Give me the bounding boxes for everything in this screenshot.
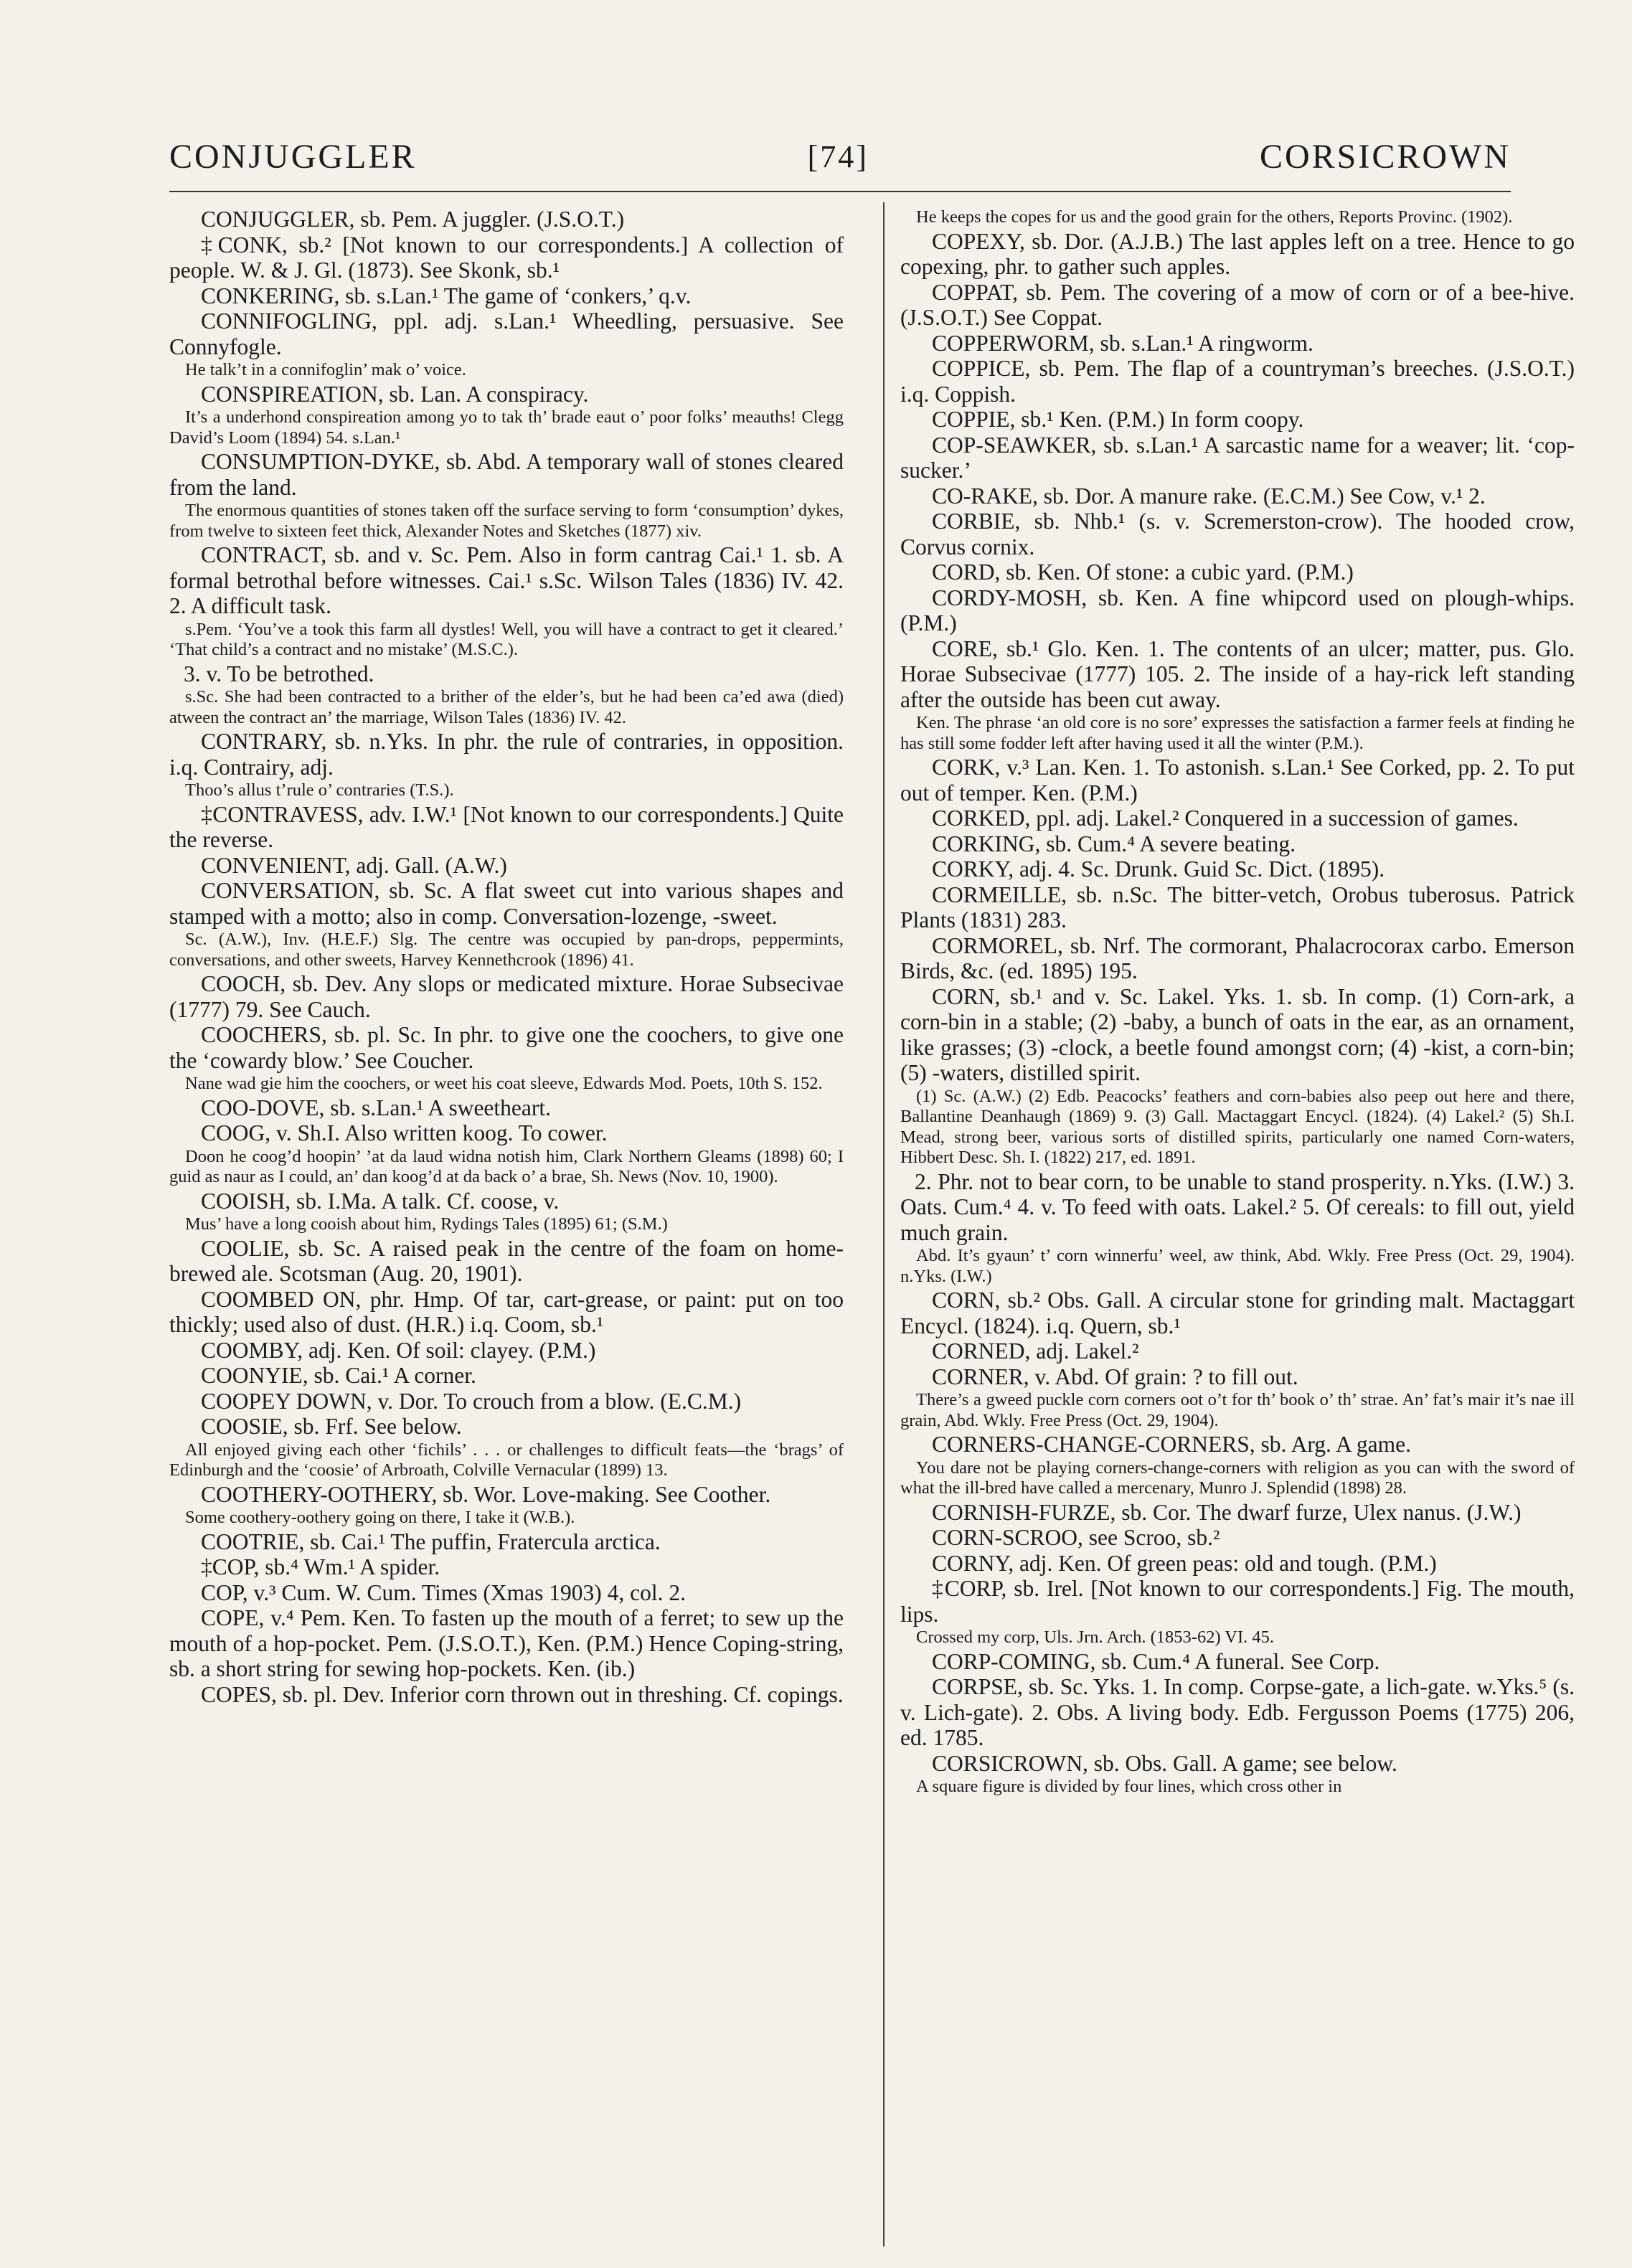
running-header [169,128,1511,185]
dictionary-entry: CORBIE, sb. Nhb.¹ (s. v. Scremerston-crow). The hooded crow, Corvus cornix. [900,509,1575,559]
dictionary-entry: CONKERING, sb. s.Lan.¹ The game of ‘conkers,’ q.v. [201,283,692,308]
quotation: Ken. The phrase ‘an old core is no sore’ expresses the satisfaction a farmer feels at finding he has still some fodder left after having used it all the winter (P.M.). [900,713,1575,753]
dictionary-entry: COO-DOVE, sb. s.Lan.¹ A sweetheart. [201,1095,551,1120]
dictionary-entry: COOTRIE, sb. Cai.¹ The puffin, Fratercula arctica. [201,1528,661,1554]
dictionary-entry: COOSIE, sb. Frf. See below. [201,1414,462,1439]
left-column [169,207,844,2244]
dictionary-entry: COPPIE, sb.¹ Ken. (P.M.) In form coopy. [932,407,1304,432]
dictionary-entry: ‡CONK, sb.² [Not known to our correspondents.] A collection of people. W. & J. Gl. (1873). See Skonk, sb.¹ [169,232,844,283]
dictionary-entry: ‡CONTRAVESS, adv. I.W.¹ [Not known to our correspondents.] Quite the reverse. [169,801,844,852]
dictionary-entry: 2. Phr. not to bear corn, to be unable to stand prosperity. n.Yks. (I.W.) 3. Oats. Cum.⁴ 4. v. To feed with oats. Lakel.² 5. Of cereals: to fill out, yield much grain. [900,1168,1575,1245]
dictionary-entry: CORP-COMING, sb. Cum.⁴ A funeral. See Corp. [932,1648,1380,1674]
quotation: Mus’ have a long cooish about him, Rydings Tales (1895) 61; (S.M.) [185,1214,668,1234]
dictionary-entry: CORD, sb. Ken. Of stone: a cubic yard. (P.M.) [932,559,1354,585]
quotation: Thoo’s allus t’rule o’ contraries (T.S.). [185,780,454,800]
dictionary-entry: CORKED, ppl. adj. Lakel.² Conquered in a succession of games. [932,805,1519,831]
dictionary-entry: CONNIFOGLING, ppl. adj. s.Lan.¹ Wheedling, persuasive. See Connyfogle. [169,308,844,359]
dictionary-entry: COPE, v.⁴ Pem. Ken. To fasten up the mouth of a ferret; to sew up the mouth of a hop-pocket. Pem. (J.S.O.T.), Ken. (P.M.) Hence Coping-string, sb. a short string for sewing hop-pockets. Ken. (ib.) [169,1605,844,1681]
dictionary-entry: ‡COP, sb.⁴ Wm.¹ A spider. [201,1554,440,1579]
dictionary-entry: COP, v.³ Cum. W. Cum. Times (Xmas 1903) 4, col. 2. [201,1579,686,1605]
dictionary-entry: CORSICROWN, sb. Obs. Gall. A game; see below. [932,1750,1397,1776]
dictionary-entry: CORMEILLE, sb. n.Sc. The bitter-vetch, Orobus tuberosus. Patrick Plants (1831) 283. [900,882,1575,932]
quotation: He keeps the copes for us and the good grain for the others, Reports Provinc. (1902). [916,207,1513,227]
dictionary-entry: CORDY-MOSH, sb. Ken. A fine whipcord used on plough-whips. (P.M.) [900,585,1575,635]
quotation: s.Sc. She had been contracted to a brither of the elder’s, but he had been ca’ed awa (died) atween the contract an’ the marriage, Wilson Tales (1836) IV. 42. [169,687,844,727]
quotation: It’s a underhond conspireation among yo to tak th’ brade eaut o’ poor folks’ meauths! Clegg David’s Loom (1894) 54. s.Lan.¹ [169,407,844,448]
header-right-word: CORSICROWN [1259,137,1511,176]
dictionary-entry: ‡CORP, sb. Irel. [Not known to our correspondents.] Fig. The mouth, lips. [900,1576,1575,1627]
dictionary-entry: CORNED, adj. Lakel.² [932,1338,1139,1364]
dictionary-entry: COOISH, sb. I.Ma. A talk. Cf. coose, v. [201,1188,560,1214]
quotation: Crossed my corp, Uls. Jrn. Arch. (1853-62) VI. 45. [916,1627,1275,1647]
quotation: The enormous quantities of stones taken off the surface serving to form ‘consumption’ dykes, from twelve to sixteen feet thick, Alexander Notes and Sketches (1877) xiv. [169,501,844,541]
dictionary-entry: CORN, sb.¹ and v. Sc. Lakel. Yks. 1. sb. In comp. (1) Corn-ark, a corn-bin in a stable; (2) -baby, a bunch of oats in the ear, as an ornament, like grasses; (3) -clock, a beetle found amongst corn; (4) -kist, a corn-bin; (5) -waters, distilled spirit. [900,983,1575,1085]
page-number: [74] [807,138,869,174]
column-divider [883,202,885,2246]
header-left-word: CONJUGGLER [169,137,417,176]
dictionary-entry: CORK, v.³ Lan. Ken. 1. To astonish. s.Lan.¹ See Corked, pp. 2. To put out of temper. Ken. (P.M.) [900,755,1575,805]
quotation: Abd. It’s gyaun’ t’ corn winnerfu’ weel, aw think, Abd. Wkly. Free Press (Oct. 29, 1904). n.Yks. (I.W.) [900,1246,1575,1286]
dictionary-entry: COPPERWORM, sb. s.Lan.¹ A ringworm. [932,330,1313,356]
right-column [900,207,1575,2244]
quotation: s.Pem. ‘You’ve a took this farm all dystles! Well, you will have a contract to get it cleared.’ ‘That child’s a contract and no mistake’ (M.S.C.). [169,619,844,659]
dictionary-entry: CORNERS-CHANGE-CORNERS, sb. Arg. A game. [932,1432,1411,1457]
dictionary-entry: CONTRARY, sb. n.Yks. In phr. the rule of contraries, in opposition. i.q. Contrairy, adj. [169,729,844,780]
quotation: He talk’t in a connifoglin’ mak o’ voice. [185,360,466,379]
dictionary-entry: COPPAT, sb. Pem. The covering of a mow of corn or of a bee-hive. (J.S.O.T.) See Coppat. [900,279,1575,330]
quotation: (1) Sc. (A.W.) (2) Edb. Peacocks’ feathers and corn-babies also peep out here and there, Ballantine Deanhaugh (1869) 9. (3) Gall. Mactaggart Encycl. (1824). (4) Lakel.² (5) Sh.I. Mead, strong beer, various sorts of distilled spirits, particularly one named Corn-waters, Hibbert Desc. Sh. I. (1822) 217, ed. 1891. [900,1086,1575,1167]
dictionary-entry: CONSPIREATION, sb. Lan. A conspiracy. [201,381,589,407]
dictionary-entry: CONVERSATION, sb. Sc. A flat sweet cut into various shapes and stamped with a motto; also in comp. Conversation-lozenge, -sweet. [169,878,844,929]
dictionary-entry: CONTRACT, sb. and v. Sc. Pem. Also in form cantrag Cai.¹ 1. sb. A formal betrothal before witnesses. Cai.¹ s.Sc. Wilson Tales (1836) IV. 42. 2. A difficult task. [169,542,844,618]
dictionary-entry: COOG, v. Sh.I. Also written koog. To cower. [201,1120,608,1145]
dictionary-entry: CORKY, adj. 4. Sc. Drunk. Guid Sc. Dict. (1895). [932,856,1385,882]
dictionary-entry: CORNER, v. Abd. Of grain: ? to fill out. [932,1364,1298,1389]
quotation: All enjoyed giving each other ‘fichils’ . . . or challenges to difficult feats—the ‘brags’ of Edinburgh and the ‘coosie’ of Arbroath, Colville Vernacular (1899) 13. [169,1440,844,1480]
dictionary-entry: COOLIE, sb. Sc. A raised peak in the centre of the foam on home-brewed ale. Scotsman (Aug. 20, 1901). [169,1235,844,1286]
dictionary-entry: CORMOREL, sb. Nrf. The cormorant, Phalacrocorax carbo. Emerson Birds, &c. (ed. 1895) 195. [900,932,1575,983]
dictionary-entry: CONSUMPTION-DYKE, sb. Abd. A temporary wall of stones cleared from the land. [169,449,844,500]
dictionary-entry: CORN, sb.² Obs. Gall. A circular stone for grinding malt. Mactaggart Encycl. (1824). i.q. Quern, sb.¹ [900,1287,1575,1338]
dictionary-entry: CONVENIENT, adj. Gall. (A.W.) [201,852,507,878]
dictionary-entry: COPEXY, sb. Dor. (A.J.B.) The last apples left on a tree. Hence to go copexing, phr. to gather such apples. [900,228,1575,279]
dictionary-entry: 3. v. To be betrothed. [184,661,374,686]
dictionary-entry: COOCH, sb. Dev. Any slops or medicated mixture. Horae Subsecivae (1777) 79. See Cauch. [169,971,844,1022]
quotation: There’s a gweed puckle corn corners oot o’t for th’ book o’ th’ strae. An’ fat’s mair it’s nae ill grain, Abd. Wkly. Free Press (Oct. 29, 1904). [900,1390,1575,1430]
quotation: Sc. (A.W.), Inv. (H.E.F.) Slg. The centre was occupied by pan-drops, peppermints, conversations, and other sweets, Harvey Kennethcrook (1896) 41. [169,930,844,970]
dictionary-entry: COOMBY, adj. Ken. Of soil: clayey. (P.M.) [201,1337,596,1363]
quotation: A square figure is divided by four lines, which cross other in [916,1777,1342,1796]
quotation: You dare not be playing corners-change-corners with religion as you can with the sword of what the ill-bred have called a mercenary, Munro J. Splendid (1898) 28. [900,1457,1575,1498]
header-rule [169,191,1511,192]
dictionary-entry: CORPSE, sb. Sc. Yks. 1. In comp. Corpse-gate, a lich-gate. w.Yks.⁵ (s. v. Lich-gate). 2. Obs. A living body. Edb. Fergusson Poems (1775) 206, ed. 1785. [900,1674,1575,1750]
dictionary-entry: COPES, sb. pl. Dev. Inferior corn thrown out in threshing. Cf. copings. [201,1681,844,1707]
dictionary-entry: CORN-SCROO, see Scroo, sb.² [932,1525,1220,1550]
dictionary-entry: COP-SEAWKER, sb. s.Lan.¹ A sarcastic name for a weaver; lit. ‘cop-sucker.’ [900,432,1575,483]
dictionary-entry: COOPEY DOWN, v. Dor. To crouch from a blow. (E.C.M.) [201,1388,742,1414]
dictionary-entry: CORNISH-FURZE, sb. Cor. The dwarf furze, Ulex nanus. (J.W.) [932,1499,1522,1525]
quotation: Doon he coog’d hoopin’ ’at da laud widna notish him, Clark Northern Gleams (1898) 60; I guid as naur as I could, an’ dan koog’d at da back o’ a brae, Sh. News (Nov. 10, 1900). [169,1146,844,1186]
dictionary-entry: COONYIE, sb. Cai.¹ A corner. [201,1363,476,1388]
dictionary-entry: CORKING, sb. Cum.⁴ A severe beating. [932,831,1296,856]
quotation: Nane wad gie him the coochers, or weet his coat sleeve, Edwards Mod. Poets, 10th S. 152. [185,1074,823,1093]
dictionary-entry: CORE, sb.¹ Glo. Ken. 1. The contents of an ulcer; matter, pus. Glo. Horae Subsecivae (1777) 105. 2. The inside of a hay-rick left standing after the outside has been cut away. [900,635,1575,712]
dictionary-entry: COPPICE, sb. Pem. The flap of a countryman’s breeches. (J.S.O.T.) i.q. Coppish. [900,356,1575,407]
dictionary-entry: CO-RAKE, sb. Dor. A manure rake. (E.C.M.) See Cow, v.¹ 2. [932,483,1486,509]
dictionary-entry: COOTHERY-OOTHERY, sb. Wor. Love-making. See Coother. [201,1481,771,1507]
dictionary-entry: CORNY, adj. Ken. Of green peas: old and tough. (P.M.) [932,1550,1437,1576]
dictionary-entry: COOMBED ON, phr. Hmp. Of tar, cart-grease, or paint: put on too thickly; used also of dust. (H.R.) i.q. Coom, sb.¹ [169,1286,844,1337]
dictionary-entry: CONJUGGLER, sb. Pem. A juggler. (J.S.O.T.) [201,207,625,232]
quotation: Some coothery-oothery going on there, I take it (W.B.). [185,1508,575,1527]
dictionary-entry: COOCHERS, sb. pl. Sc. In phr. to give one the coochers, to give one the ‘cowardy blow.’ See Coucher. [169,1022,844,1073]
